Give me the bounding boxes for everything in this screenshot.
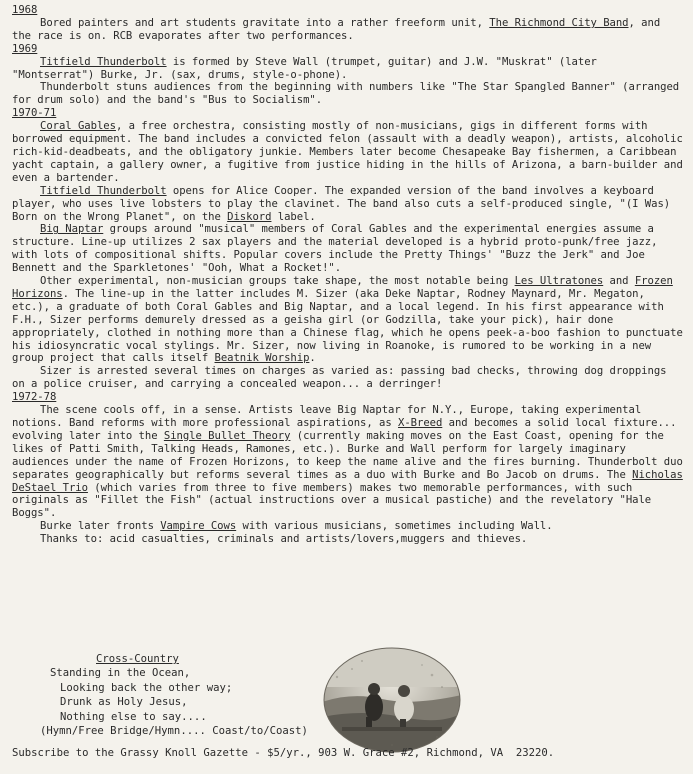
paragraph: The scene cools off, in a sense. Artists leave Big Naptar for N.Y., Europe, taking experimental notions. Band reforms with more professional aspirations, as X-Breed and becomes a solid local fixture... evolving later into the Single Bullet Theory (currently making moves on the East Coast, opening for the likes of Patti Smith, Talking Heads, Ramones, etc.). Burke and Wall perform for largely imaginary audiences under the name of Frozen Horizons, to keep the name alive and the fires burning. Thunderbolt duo separates geographically but reforms several times as a duo with Burke and Bo Jacob on drums. The Nicholas DeStael Trio (which varies from three to five members) makes two memorable performances, with such originals as "Fillet the Fish" (actual instructions over a musical pastiche) and the revelatory "Hale Boggs". [12,404,683,520]
paragraph: Coral Gables, a free orchestra, consisting mostly of non-musicians, gigs in different forms with borrowed equipment. The band includes a convicted felon (assault with a deadly weapon), artists, alcoholic rich-kid-deadbeats, and the obligatory junkie. Members later become Chesapeake Bay fishermen, a Caribbean yacht captain, a gallery owner, a fugitive from justice hiding in the hills of Arizona, a barn-builder and even a bartender. [12,120,683,184]
band-name: Les Ultratones [514,275,604,288]
section-year: 1969 [12,42,38,55]
band-name: Vampire Cows [160,520,237,533]
section-year: 1972-78 [12,391,57,404]
section-year: 1968 [12,4,38,16]
band-name: The Richmond City Band [489,16,629,29]
poem-footer: (Hymn/Free Bridge/Hymn.... Coast/to/Coast) [40,725,308,738]
subscribe-line: Subscribe to the Grassy Knoll Gazette - $5/yr., 903 W. Grace #2, Richmond, VA 23220. [12,747,555,759]
band-name: Single Bullet Theory [163,429,291,442]
poem-line: Looking back the other way; [60,681,233,694]
paragraph: Titfield Thunderbolt opens for Alice Cooper. The expanded version of the band involves a keyboard player, who uses live lobsters to play the clavinet. The band also cuts a self-produced single, "(I Was) Born on the Wrong Planet", on the Diskord label. [12,184,671,223]
poem-line: Standing in the Ocean, [50,667,191,680]
paragraph: Sizer is arrested several times on charges as varied as: passing bad checks, throwing dog droppings on a police cruiser, and carrying a concealed weapon... a derringer! [12,365,667,391]
band-name: Coral Gables [40,120,116,133]
paragraph: Bored painters and art students gravitate into a rather freeform unit, The Richmond City Band, and the race is on. RCB evaporates after two performances. [12,16,661,42]
band-name: Diskord [227,210,272,223]
poem-title: Cross-Country [96,653,179,665]
bottom-section [0,646,693,746]
band-name: Big Naptar [40,223,104,236]
band-name: Titfield Thunderbolt [40,184,167,197]
poem-line: Drunk as Holy Jesus, [60,696,188,709]
poem-line: Nothing else to say.... [60,710,207,723]
paragraph: Big Naptar groups around "musical" members of Coral Gables and the experimental energies assume a structure. Line-up utilizes 2 sax players and the material developed is a hybrid proto-punk/free jazz, with lots of compositional shifts. Popular covers include the Pretty Things' "Buzz the Jerk" and Joe Bennett and the Sparkletones' "Ooh, What a Rocket!". [12,223,658,275]
band-name: Nicholas DeStael Trio [12,468,683,494]
paragraph: Burke later fronts Vampire Cows with various musicians, sometimes including Wall. [40,520,553,533]
paragraph: Titfield Thunderbolt is formed by Steve Wall (trumpet, guitar) and J.W. "Muskrat" (later "Montserrat") Burke, Jr. (sax, drums, style-o-phone). [12,55,597,81]
band-name: Frozen Horizons [12,275,673,300]
band-photo [322,647,462,754]
paragraph: Thunderbolt stuns audiences from the beginning with numbers like "The Star Spangled Banner" (arranged for drum solo) and the band's "Bus to Socialism". [12,81,680,107]
poem [40,652,308,738]
band-name: Beatnik Worship [214,352,310,365]
paragraph: Other experimental, non-musician groups take shape, the most notable being Les Ultratones and Frozen Horizons. The line-up in the latter includes M. Sizer (aka Deke Naptar, Rodney Maynard, Mr. Megaton, etc.), a graduate of both Coral Gables and Big Naptar, and a local legend. In his first appearance with F.H., Sizer performs demurely dressed as a geisha girl (or Godzilla, take your pick), hair done appropriately, clothed in nothing more than a Chinese flag, which he opens peek-a-boo fashion to punctuate his idiosyncratic vocal stylings. Mr. Sizer, now living in Roanoke, is rumored to be working in a new group project that calls itself Beatnik Worship. [12,275,683,365]
band-name: X-Breed [398,417,443,429]
paragraph: Thanks to: acid casualties, criminals and artists/lovers,muggers and thieves. [40,533,528,546]
section-year: 1970-71 [12,107,57,120]
band-name: Titfield Thunderbolt [40,55,167,68]
